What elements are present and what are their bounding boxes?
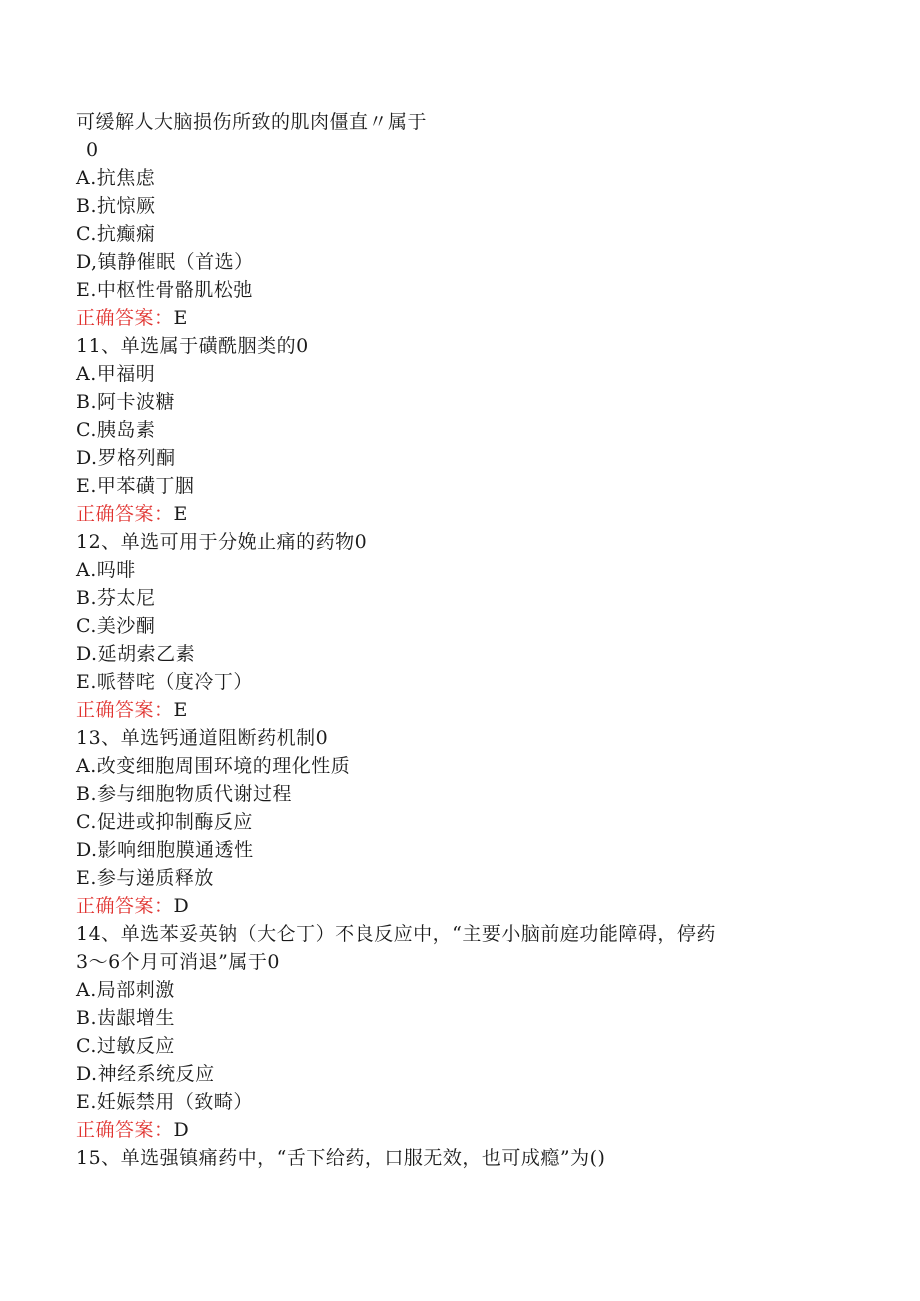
question-block-11	[76, 332, 856, 528]
answer-value: D	[173, 1119, 190, 1141]
option-a: A.改变细胞周围环境的理化性质	[76, 755, 351, 777]
answer-label: 正确答案：	[76, 699, 174, 721]
document-page	[76, 108, 856, 1172]
option-e: E.妊娠禁用（致畸）	[76, 1091, 253, 1113]
answer-label: 正确答案：	[76, 1119, 174, 1141]
question-paren: 0	[86, 139, 99, 161]
question-text: 可缓解人大脑损伤所致的肌肉僵直〃属于	[76, 111, 428, 133]
question-block-12	[76, 528, 856, 724]
option-b: B.齿龈增生	[76, 1007, 176, 1029]
answer-label: 正确答案：	[76, 895, 174, 917]
question-text: 13、单选钙通道阻断药机制0	[76, 727, 329, 749]
option-c: C.抗癫痫	[76, 223, 156, 245]
option-d: D.延胡索乙素	[76, 643, 196, 665]
answer-line	[76, 696, 856, 724]
option-e: E.甲苯磺丁胭	[76, 475, 195, 497]
answer-line	[76, 1116, 856, 1144]
question-block-15	[76, 1144, 856, 1172]
question-text-continued: 3～6个月可消退”属于0	[76, 951, 280, 973]
answer-value: E	[173, 307, 188, 329]
question-text: 12、单选可用于分娩止痛的药物0	[76, 531, 368, 553]
question-block-intro	[76, 108, 856, 332]
option-a: A.甲福明	[76, 363, 156, 385]
question-text: 15、单选强镇痛药中，“舌下给药，口服无效，也可成瘾”为()	[76, 1147, 606, 1169]
option-e: E.哌替咤（度冷丁）	[76, 671, 253, 693]
option-a: A.局部刺激	[76, 979, 175, 1001]
option-e: E.参与递质释放	[76, 867, 214, 889]
answer-line	[76, 304, 856, 332]
option-c: C.美沙酮	[76, 615, 156, 637]
question-text: 11、单选属于磺酰胭类的0	[76, 335, 309, 357]
option-c: C.胰岛素	[76, 419, 156, 441]
answer-value: E	[173, 699, 188, 721]
option-d: D.神经系统反应	[76, 1063, 215, 1085]
answer-line	[76, 892, 856, 920]
answer-value: D	[173, 895, 190, 917]
option-b: B.阿卡波糖	[76, 391, 176, 413]
option-c: C.促进或抑制酶反应	[76, 811, 253, 833]
question-block-14	[76, 920, 856, 1144]
option-d: D.影响细胞膜通透性	[76, 839, 254, 861]
answer-label: 正确答案：	[76, 307, 174, 329]
option-b: B.芬太尼	[76, 587, 156, 609]
option-e: E.中枢性骨骼肌松弛	[76, 279, 253, 301]
option-a: A.抗焦虑	[76, 167, 156, 189]
answer-value: E	[173, 503, 188, 525]
question-text: 14、单选苯妥英钠（大仑丁）不良反应中，“主要小脑前庭功能障碍，停药	[76, 923, 716, 945]
question-block-13	[76, 724, 856, 920]
answer-line	[76, 500, 856, 528]
option-b: B.参与细胞物质代谢过程	[76, 783, 293, 805]
answer-label: 正确答案：	[76, 503, 174, 525]
option-a: A.吗啡	[76, 559, 136, 581]
option-b: B.抗惊厥	[76, 195, 156, 217]
option-d: D.罗格列酮	[76, 447, 176, 469]
option-d: D,镇静催眠（首选）	[76, 251, 254, 273]
option-c: C.过敏反应	[76, 1035, 175, 1057]
